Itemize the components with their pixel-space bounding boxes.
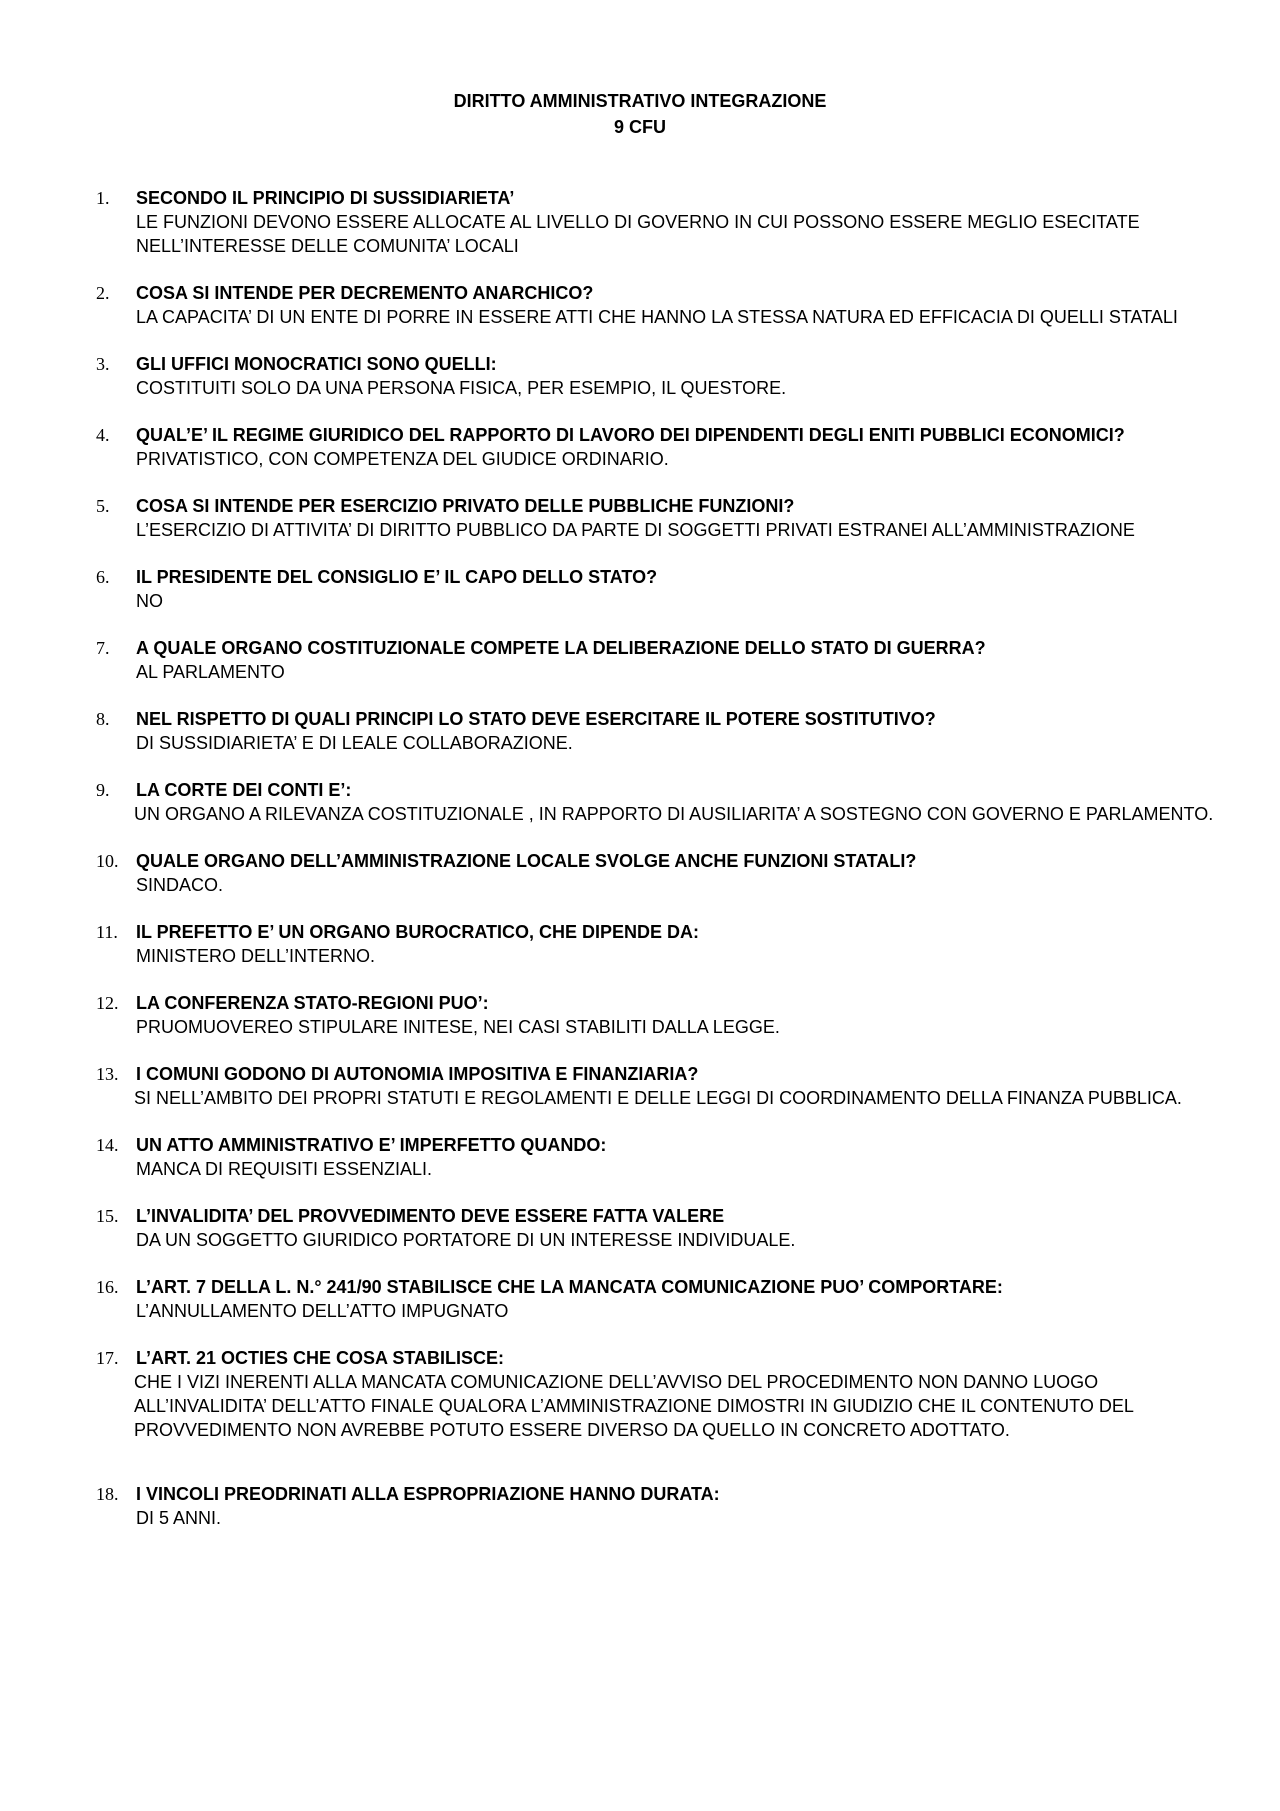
item-answer: SI NELL’AMBITO DEI PROPRI STATUTI E REGOLAMENTI E DELLE LEGGI DI COORDINAMENTO DELLA FINANZA PUBBLICA. (134, 1088, 1182, 1108)
item-answer: COSTITUITI SOLO DA UNA PERSONA FISICA, PER ESEMPIO, IL QUESTORE. (136, 378, 787, 398)
item-number: 15. (96, 1206, 119, 1226)
item-number: 5. (96, 496, 110, 516)
item-question: I COMUNI GODONO DI AUTONOMIA IMPOSITIVA E FINANZIARIA? (136, 1064, 699, 1084)
item-question: COSA SI INTENDE PER ESERCIZIO PRIVATO DELLE PUBBLICHE FUNZIONI? (136, 496, 795, 516)
item-question: LA CORTE DEI CONTI E’: (136, 780, 352, 800)
document-title (0, 88, 1280, 140)
item-answer: L’ESERCIZIO DI ATTIVITA’ DI DIRITTO PUBBLICO DA PARTE DI SOGGETTI PRIVATI ESTRANEI ALL’AMMINISTRAZIONE (136, 520, 1135, 540)
item-number: 18. (96, 1484, 119, 1504)
list-item (0, 920, 1280, 968)
item-question: LA CONFERENZA STATO-REGIONI PUO’: (136, 993, 489, 1013)
item-question: GLI UFFICI MONOCRATICI SONO QUELLI: (136, 354, 497, 374)
item-number: 1. (96, 188, 110, 208)
item-answer: NO (136, 591, 163, 611)
item-answer: PRUOMUOVEREO STIPULARE INITESE, NEI CASI STABILITI DALLA LEGGE. (136, 1017, 780, 1037)
item-answer: LA CAPACITA’ DI UN ENTE DI PORRE IN ESSERE ATTI CHE HANNO LA STESSA NATURA ED EFFICACIA DI QUELLI STATALI (136, 307, 1178, 327)
item-question: I VINCOLI PREODRINATI ALLA ESPROPRIAZIONE HANNO DURATA: (136, 1484, 720, 1504)
item-number: 2. (96, 283, 110, 303)
list-item (0, 352, 1280, 400)
item-question: UN ATTO AMMINISTRATIVO E’ IMPERFETTO QUANDO: (136, 1135, 607, 1155)
question-list (0, 186, 1280, 1553)
list-item (0, 1482, 1280, 1530)
item-number: 13. (96, 1064, 119, 1084)
list-item (0, 707, 1280, 755)
item-question: IL PRESIDENTE DEL CONSIGLIO E’ IL CAPO DELLO STATO? (136, 567, 658, 587)
item-question: QUAL’E’ IL REGIME GIURIDICO DEL RAPPORTO DI LAVORO DEI DIPENDENTI DEGLI ENITI PUBBLICI ECONOMICI? (136, 425, 1125, 445)
item-answer: UN ORGANO A RILEVANZA COSTITUZIONALE , IN RAPPORTO DI AUSILIARITA’ A SOSTEGNO CON GOVERNO E PARLAMENTO. (134, 804, 1214, 824)
item-number: 17. (96, 1348, 119, 1368)
list-item (0, 991, 1280, 1039)
list-item (0, 281, 1280, 329)
item-number: 3. (96, 354, 110, 374)
list-item (0, 849, 1280, 897)
item-number: 4. (96, 425, 110, 445)
item-question: IL PREFETTO E’ UN ORGANO BUROCRATICO, CHE DIPENDE DA: (136, 922, 700, 942)
item-number: 7. (96, 638, 110, 658)
list-item (0, 494, 1280, 542)
item-answer: DA UN SOGGETTO GIURIDICO PORTATORE DI UN INTERESSE INDIVIDUALE. (136, 1230, 796, 1250)
list-item (0, 565, 1280, 613)
item-question: L’ART. 21 OCTIES CHE COSA STABILISCE: (136, 1348, 505, 1368)
item-answer: DI 5 ANNI. (136, 1508, 222, 1528)
item-answer: SINDACO. (136, 875, 224, 895)
item-answer: L’ANNULLAMENTO DELL’ATTO IMPUGNATO (136, 1301, 509, 1321)
item-question: QUALE ORGANO DELL’AMMINISTRAZIONE LOCALE SVOLGE ANCHE FUNZIONI STATALI? (136, 851, 917, 871)
item-answer: DI SUSSIDIARIETA’ E DI LEALE COLLABORAZIONE. (136, 733, 573, 753)
item-number: 10. (96, 851, 119, 871)
item-answer: LE FUNZIONI DEVONO ESSERE ALLOCATE AL LIVELLO DI GOVERNO IN CUI POSSONO ESSERE MEGLIO ESECITATE NELL’INTERESSE DELLE COMUNITA’ LOCALI (136, 212, 1140, 256)
list-item (0, 1133, 1280, 1181)
item-number: 16. (96, 1277, 119, 1297)
item-question: L’INVALIDITA’ DEL PROVVEDIMENTO DEVE ESSERE FATTA VALERE (136, 1206, 725, 1226)
item-answer: AL PARLAMENTO (136, 662, 285, 682)
item-answer: MANCA DI REQUISITI ESSENZIALI. (136, 1159, 433, 1179)
item-question: SECONDO IL PRINCIPIO DI SUSSIDIARIETA’ (136, 188, 515, 208)
title-line-2: 9 CFU (613, 117, 666, 137)
list-item (0, 186, 1280, 258)
item-question: NEL RISPETTO DI QUALI PRINCIPI LO STATO DEVE ESERCITARE IL POTERE SOSTITUTIVO? (136, 709, 936, 729)
item-number: 6. (96, 567, 110, 587)
list-item (0, 423, 1280, 471)
list-item (0, 1204, 1280, 1252)
item-number: 12. (96, 993, 119, 1013)
item-number: 8. (96, 709, 110, 729)
item-question: COSA SI INTENDE PER DECREMENTO ANARCHICO? (136, 283, 594, 303)
title-line-1: DIRITTO AMMINISTRATIVO INTEGRAZIONE (453, 91, 827, 111)
list-item (0, 636, 1280, 684)
list-item (0, 1346, 1280, 1442)
item-question: A QUALE ORGANO COSTITUZIONALE COMPETE LA DELIBERAZIONE DELLO STATO DI GUERRA? (136, 638, 986, 658)
item-number: 14. (96, 1135, 119, 1155)
item-answer: CHE I VIZI INERENTI ALLA MANCATA COMUNICAZIONE DELL’AVVISO DEL PROCEDIMENTO NON DANNO LUOGO ALL’INVALIDITA’ DELL’ATTO FINALE QUALORA L’AMMINISTRAZIONE DIMOSTRI IN GIUDIZIO CHE IL CONTENUTO DEL PROVVEDIMENTO NON AVREBBE POTUTO ESSERE DIVERSO DA QUELLO IN CONCRETO ADOTTATO. (134, 1372, 1134, 1440)
list-item (0, 1062, 1280, 1110)
list-item (0, 778, 1280, 826)
list-item (0, 1275, 1280, 1323)
item-answer: MINISTERO DELL’INTERNO. (136, 946, 376, 966)
item-number: 9. (96, 780, 110, 800)
item-question: L’ART. 7 DELLA L. N.° 241/90 STABILISCE CHE LA MANCATA COMUNICAZIONE PUO’ COMPORTARE: (136, 1277, 1003, 1297)
item-answer: PRIVATISTICO, CON COMPETENZA DEL GIUDICE ORDINARIO. (136, 449, 669, 469)
item-number: 11. (96, 922, 118, 942)
